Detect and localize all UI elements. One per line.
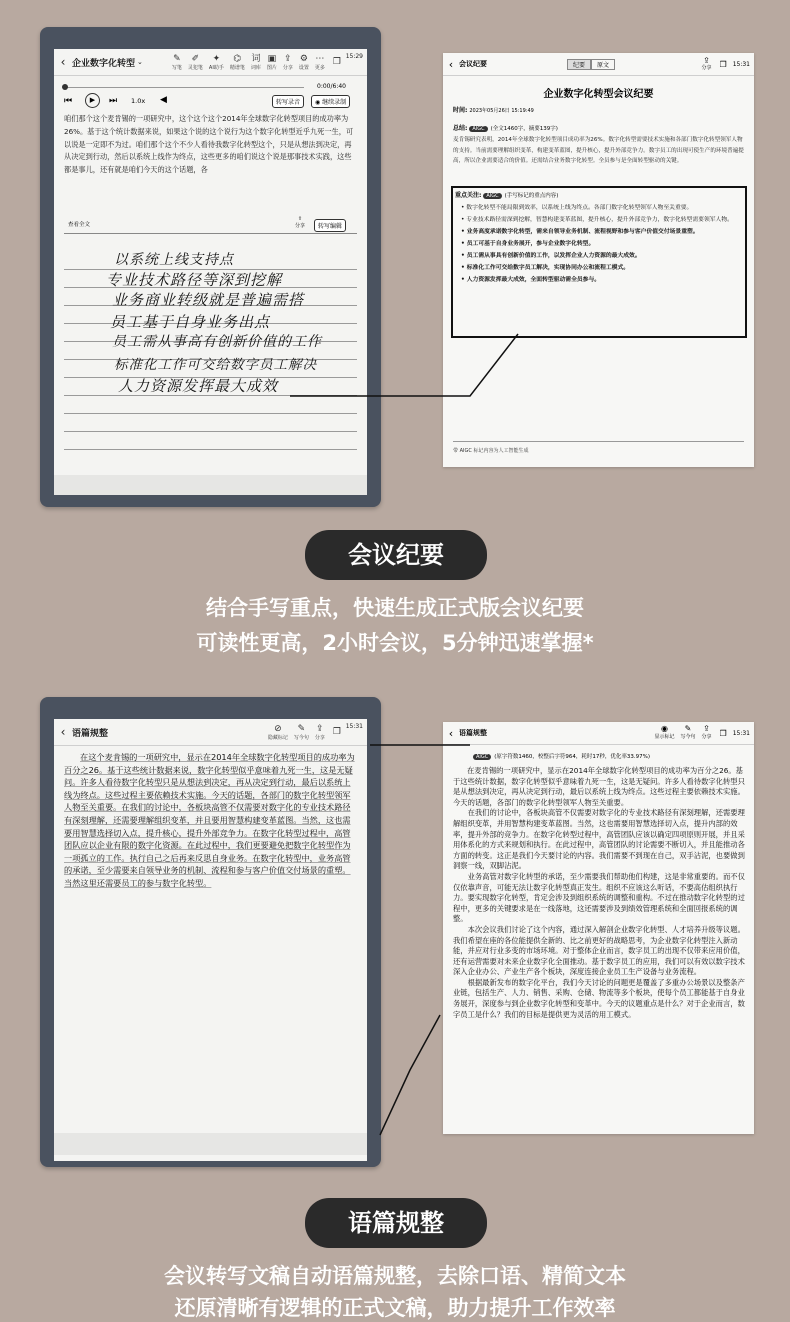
toolbar-share[interactable]: ⇪ 分享 bbox=[282, 53, 293, 71]
tab-minutes[interactable]: 纪要 bbox=[567, 59, 591, 70]
summary-row: 总结: AIGC (全文1460字，摘要139字) bbox=[453, 125, 558, 132]
window-icon[interactable]: ❐ bbox=[719, 59, 727, 69]
device-title: 语篇规整 bbox=[72, 728, 109, 739]
regularized-text: 在麦肯锡的一项研究中，显示在2014年全球数字化转型项目的成功率为百分之26。基于这些统计数据，数字化转型似乎意味着九死一生，这是无疑问。许多人看待数字化转型只是从想法到决定，再从决定到行动，最后以系统上线为终点。这些过程主要依赖技术实施。今天的话题，各部门的数字化转型领军人物至关重要。 在我们的讨论中，各板块高管不仅需要对数字化的专业技术路径有深刻理解，还需要理解组织变革，并用智慧构建变革蓝图。当然，这也需要用智慧选择切入点，提升内部的效率，提升外部的竞争力。在数字化转型过程中，高管团队应该以确定四项原则开展，并且采用体系化的方式来规划和执行。在此过程中，高管团队的讨论需要不断切入，并且能推动各方面的转变。这正是我们今天要讨论的内容。我们需要不到现在自己，双手沾泥，也要做到洞察一线，双脚沾泥。 业务高管对数字化转型的承诺，至少需要我们帮助他们构建，这是非常重要的。而不仅仅依靠声音，可能无法让数字化转型真正发生。组织不应该这么听话，不要高估组织执行力。要实现数字化转型，肯定会涉及到组织系统的调整和重构。不过在推动数字化转型的过程中，更多的关键要求是在一线落地，这还需要涉及到绩效管理系统和全面回报系统的调整。 本次会议我们讨论了这个内容，通过深入解剖企业数字化转型、人才培养升级等议题。我们希望在座的各位能提供全新的、比之前更好的战略思考，为企业数字化转型注入新动能，并应对行业多变的市场环境。对于整体企业而言，数字员工的出现不仅带来应用价值，还有运营需要对未来企业数字化全面推动。基于数字员工的应用，我们可以有效以数字技术深入企业办公、产业生产各个板块，深度连接企业员工生产设备与业务流程。 根据最新发布的数字化平台，我们今天讨论的问题更是覆盖了多重办公场景以及整条产业链，包括生产、人力、销售、采购、仓储、物流等多个板块，使每个员工都能基于自身业务展开，深度参与到企业数字化转型和变革中。今天的议题重点是什么？对于企业而言，数字员工是什么？我们的目标是提供更为灵活的用工模式。 bbox=[453, 766, 745, 1019]
handwriting-line[interactable]: 专业技术路径等深到挖解 bbox=[106, 271, 283, 289]
share-icon: ⇪ bbox=[703, 724, 710, 733]
share-icon: ⇪ bbox=[284, 53, 292, 64]
handwriting-line[interactable]: 标准化工作可交给数字员工解决 bbox=[114, 357, 317, 373]
back-icon[interactable]: ‹ bbox=[448, 57, 454, 71]
back-icon[interactable]: ‹ bbox=[60, 55, 66, 69]
settings-icon: ⚙ bbox=[299, 53, 308, 64]
window-icon[interactable]: ❐ bbox=[719, 728, 727, 738]
aigc-footer: 带 AIGC 标记内容为人工智能生成 bbox=[453, 448, 529, 454]
transcript-paragraph: 咱们那个这个麦肯锡的一项研究中，这个这个这个2014年全球数字化转型项目的成功率为26%。基于这个统计数据来说，如果这个说的这个说行为这个数字化转型近乎九死一生，可以说是一定即不为过。咱们那个这个不少人看待我数字化转型这个，只是从想法到决定，再从决定到行动，然后以系统上线作为终点，这些更多的咱们说这个说是那事技术实践，这些都是事儿，还有就是咱们今天的这个话题，各 bbox=[64, 114, 354, 175]
write-sentence-button[interactable]: ✎ 写今句 bbox=[680, 724, 696, 740]
share-icon: ⇪ bbox=[316, 723, 324, 734]
image-icon: ▣ bbox=[267, 53, 277, 64]
key-point: • 数字化转型不能局限到效率，以系统上线为终点。各部门数字化转型领军人物至关重要。 bbox=[461, 205, 693, 211]
show-marks-button[interactable]: ◉ 显示标记 bbox=[654, 724, 675, 740]
status-time: 15:31 bbox=[732, 729, 750, 737]
write-sentence-button[interactable]: ✎ 写今句 bbox=[293, 723, 309, 741]
connector-line bbox=[0, 0, 790, 560]
key-label-row: 重点关注: AIGC (手写标记的重点内容) bbox=[455, 192, 559, 199]
caption-line: 还原清晰有逻辑的正式文稿，助力提升工作效率 bbox=[174, 1296, 616, 1320]
rewind-icon[interactable]: ⏮ bbox=[64, 96, 73, 106]
forward-icon[interactable]: ⏭ bbox=[109, 96, 118, 106]
handwriting-line[interactable]: 员工需从事高有创新价值的工作 bbox=[112, 334, 322, 350]
back-icon[interactable]: ‹ bbox=[448, 726, 454, 740]
toolbar-pen[interactable]: ✎ 写笔 bbox=[171, 53, 182, 71]
audio-time: 0:00/6:40 bbox=[317, 83, 346, 90]
view-full-link[interactable]: 查看全文 bbox=[68, 222, 91, 228]
notes-heading: 企业数字化转型会议纪要 bbox=[543, 89, 654, 100]
toolbar-image[interactable]: ▣ 图片 bbox=[266, 53, 277, 71]
connector-line bbox=[0, 690, 790, 1170]
pen-icon: ✎ bbox=[173, 53, 181, 64]
marker-icon: ✐ bbox=[191, 53, 200, 64]
share-small[interactable]: ⇪ 分享 bbox=[295, 216, 306, 229]
handwriting-line[interactable]: 以系统上线支持点 bbox=[114, 252, 234, 268]
window-icon[interactable]: ❐ bbox=[332, 57, 341, 67]
panel-title: 语篇规整 bbox=[459, 729, 487, 737]
section-pill: 语篇规整 bbox=[305, 1198, 487, 1248]
toolbar-words[interactable]: 词 词库 bbox=[250, 53, 261, 71]
share-icon[interactable]: ⇪ 分享 bbox=[701, 55, 712, 71]
time-row: 时间: 2023年05月26日 15:19:49 bbox=[453, 107, 534, 114]
summary-text: 麦肯锡研究表明，2014年全球数字化转型项目成功率为26%。数字化转型需要技术实施和各部门数字化转型领军人物的支持。当前需要理解组织变革，构建变革蓝图，提升核心，提升外部竞争力。数字员工的出现可使生产的环境普遍提高，所以企业需要适合的价值。还需结合业务数字化转型。全员参与是全面转型驱动的关键。 bbox=[453, 137, 744, 165]
regularized-text-marked: 在这个麦肯锡的一项研究中，显示在2014年全球数字化转型项目的成功率为百分之26。基于这些统计数据来说，数字化转型似乎意味着九死一生，这是无疑问。许多人看待数字化转型只是从想法到决定，再从决定到行动，最后以系统上线为终点。这些过程主要依赖技术实施。今天的话题，各部门的数字化转型领军人物至关重要。在我们的讨论中，各板块高管不仅需要对数字化的专业技术路径有深刻理解，还需要理解组织变革，并且要用智慧构建变革蓝图。当然，这也需要用智慧选择切入点，提升核心，提升外部竞争力。在数字化转型过程中，高管团队应以企业有限的数字化资源。在此过程中，我们更要避免把数字化转型作为一项孤立的工作。执行自己之后再来反思自身业务。在数字化转型中，业务高管的承诺，至少需要来自领导业务的机制、流程和参与客户价值交付场景的重塑。当然这里还需要员工的参与数字化转型。 bbox=[64, 752, 355, 888]
eye-off-icon: ⊘ bbox=[274, 723, 282, 734]
share-icon: ⇪ bbox=[297, 216, 303, 222]
toolbar-precise[interactable]: ⌬ 精谱笔 bbox=[229, 53, 245, 71]
back-icon[interactable]: ‹ bbox=[60, 725, 66, 739]
aigc-badge: AIGC bbox=[473, 754, 491, 760]
volume-icon[interactable]: ◀ bbox=[160, 95, 167, 105]
window-icon[interactable]: ❐ bbox=[332, 727, 341, 737]
eye-icon: ◉ bbox=[661, 724, 668, 733]
handwriting-line[interactable]: 业务商业转级就是普遍需搭 bbox=[112, 291, 305, 309]
key-point: • 人力资源发挥最大成效，全面转型驱动需全员参与。 bbox=[461, 277, 601, 283]
caption-line: 结合手写重点，快速生成正式版会议纪要 bbox=[206, 596, 584, 620]
speed-button[interactable]: 1.0x bbox=[131, 97, 146, 105]
tab-original[interactable]: 原文 bbox=[591, 59, 615, 70]
handwriting-line[interactable]: 人力资源发挥最大成效 bbox=[118, 377, 279, 395]
write-icon: ✎ bbox=[684, 724, 692, 733]
key-point: • 员工需从事具有创新价值的工作，以发挥企业人力资源的最大成效。 bbox=[461, 253, 641, 259]
handwriting-line[interactable]: 员工基于自身业务出点 bbox=[110, 313, 271, 331]
section-pill: 会议纪要 bbox=[305, 530, 487, 580]
more-icon: ⋯ bbox=[315, 53, 325, 64]
toolbar-marker[interactable]: ✐ 灵犯笔 bbox=[187, 53, 203, 71]
share-button[interactable]: ⇪ 分享 bbox=[314, 723, 325, 741]
toolbar-more[interactable]: ⋯ 更多 bbox=[314, 53, 325, 71]
share-button[interactable]: ⇪ 分享 bbox=[701, 724, 712, 740]
transcribe-edit-button[interactable]: 转写编辑 bbox=[314, 219, 346, 232]
play-button[interactable]: ▶ bbox=[85, 93, 100, 108]
ai-icon: ✦ bbox=[212, 53, 221, 64]
panel-title: 会议纪要 bbox=[459, 60, 487, 68]
status-time: 15:31 bbox=[732, 60, 750, 68]
caption-line: 会议转写文稿自动语篇规整，去除口语、精简文本 bbox=[164, 1264, 626, 1288]
key-point: • 员工可基于自身业务展开，参与企业数字化转型。 bbox=[461, 241, 595, 247]
status-time: 15:31 bbox=[345, 723, 363, 730]
precise-pen-icon: ⌬ bbox=[233, 53, 242, 64]
dictionary-icon: 词 bbox=[251, 53, 261, 64]
key-point: • 标准化工作可交给数字员工解决，实现协同办公和流程工模式。 bbox=[461, 265, 630, 271]
toolbar-settings[interactable]: ⚙ 设置 bbox=[298, 53, 309, 71]
hide-marks-button[interactable]: ⊘ 隐藏标记 bbox=[267, 723, 288, 741]
toolbar-ai[interactable]: ✦ AI助手 bbox=[208, 53, 224, 71]
aigc-badge: AIGC bbox=[469, 126, 487, 132]
continue-record-button[interactable]: ◉ 继续录制 bbox=[311, 95, 350, 108]
caption-line: 可读性更高，2小时会议，5分钟迅速掌握* bbox=[196, 631, 594, 655]
chevron-down-icon[interactable]: ⌄ bbox=[137, 58, 143, 66]
stats-row: AIGC (原字符数1460，校整后字符964，耗时17秒，优化率33.97%) bbox=[473, 752, 650, 760]
doc-title[interactable]: 企业数字化转型 bbox=[72, 58, 136, 69]
key-point: • 业务高度承诺数字化转型，需来自领导业务机制、流程视野和参与客户价值交付场景重塑。 bbox=[461, 229, 699, 235]
record-icon: ◉ bbox=[315, 99, 323, 106]
write-icon: ✎ bbox=[297, 723, 306, 734]
status-time: 15:29 bbox=[345, 53, 363, 60]
key-point: • 专业技术路径需深到挖解，智慧构建变革蓝图，提升核心，提升外部竞争力，数字化转型需要领军人物。 bbox=[461, 217, 733, 223]
transcribe-button[interactable]: 转写录音 bbox=[272, 95, 304, 108]
